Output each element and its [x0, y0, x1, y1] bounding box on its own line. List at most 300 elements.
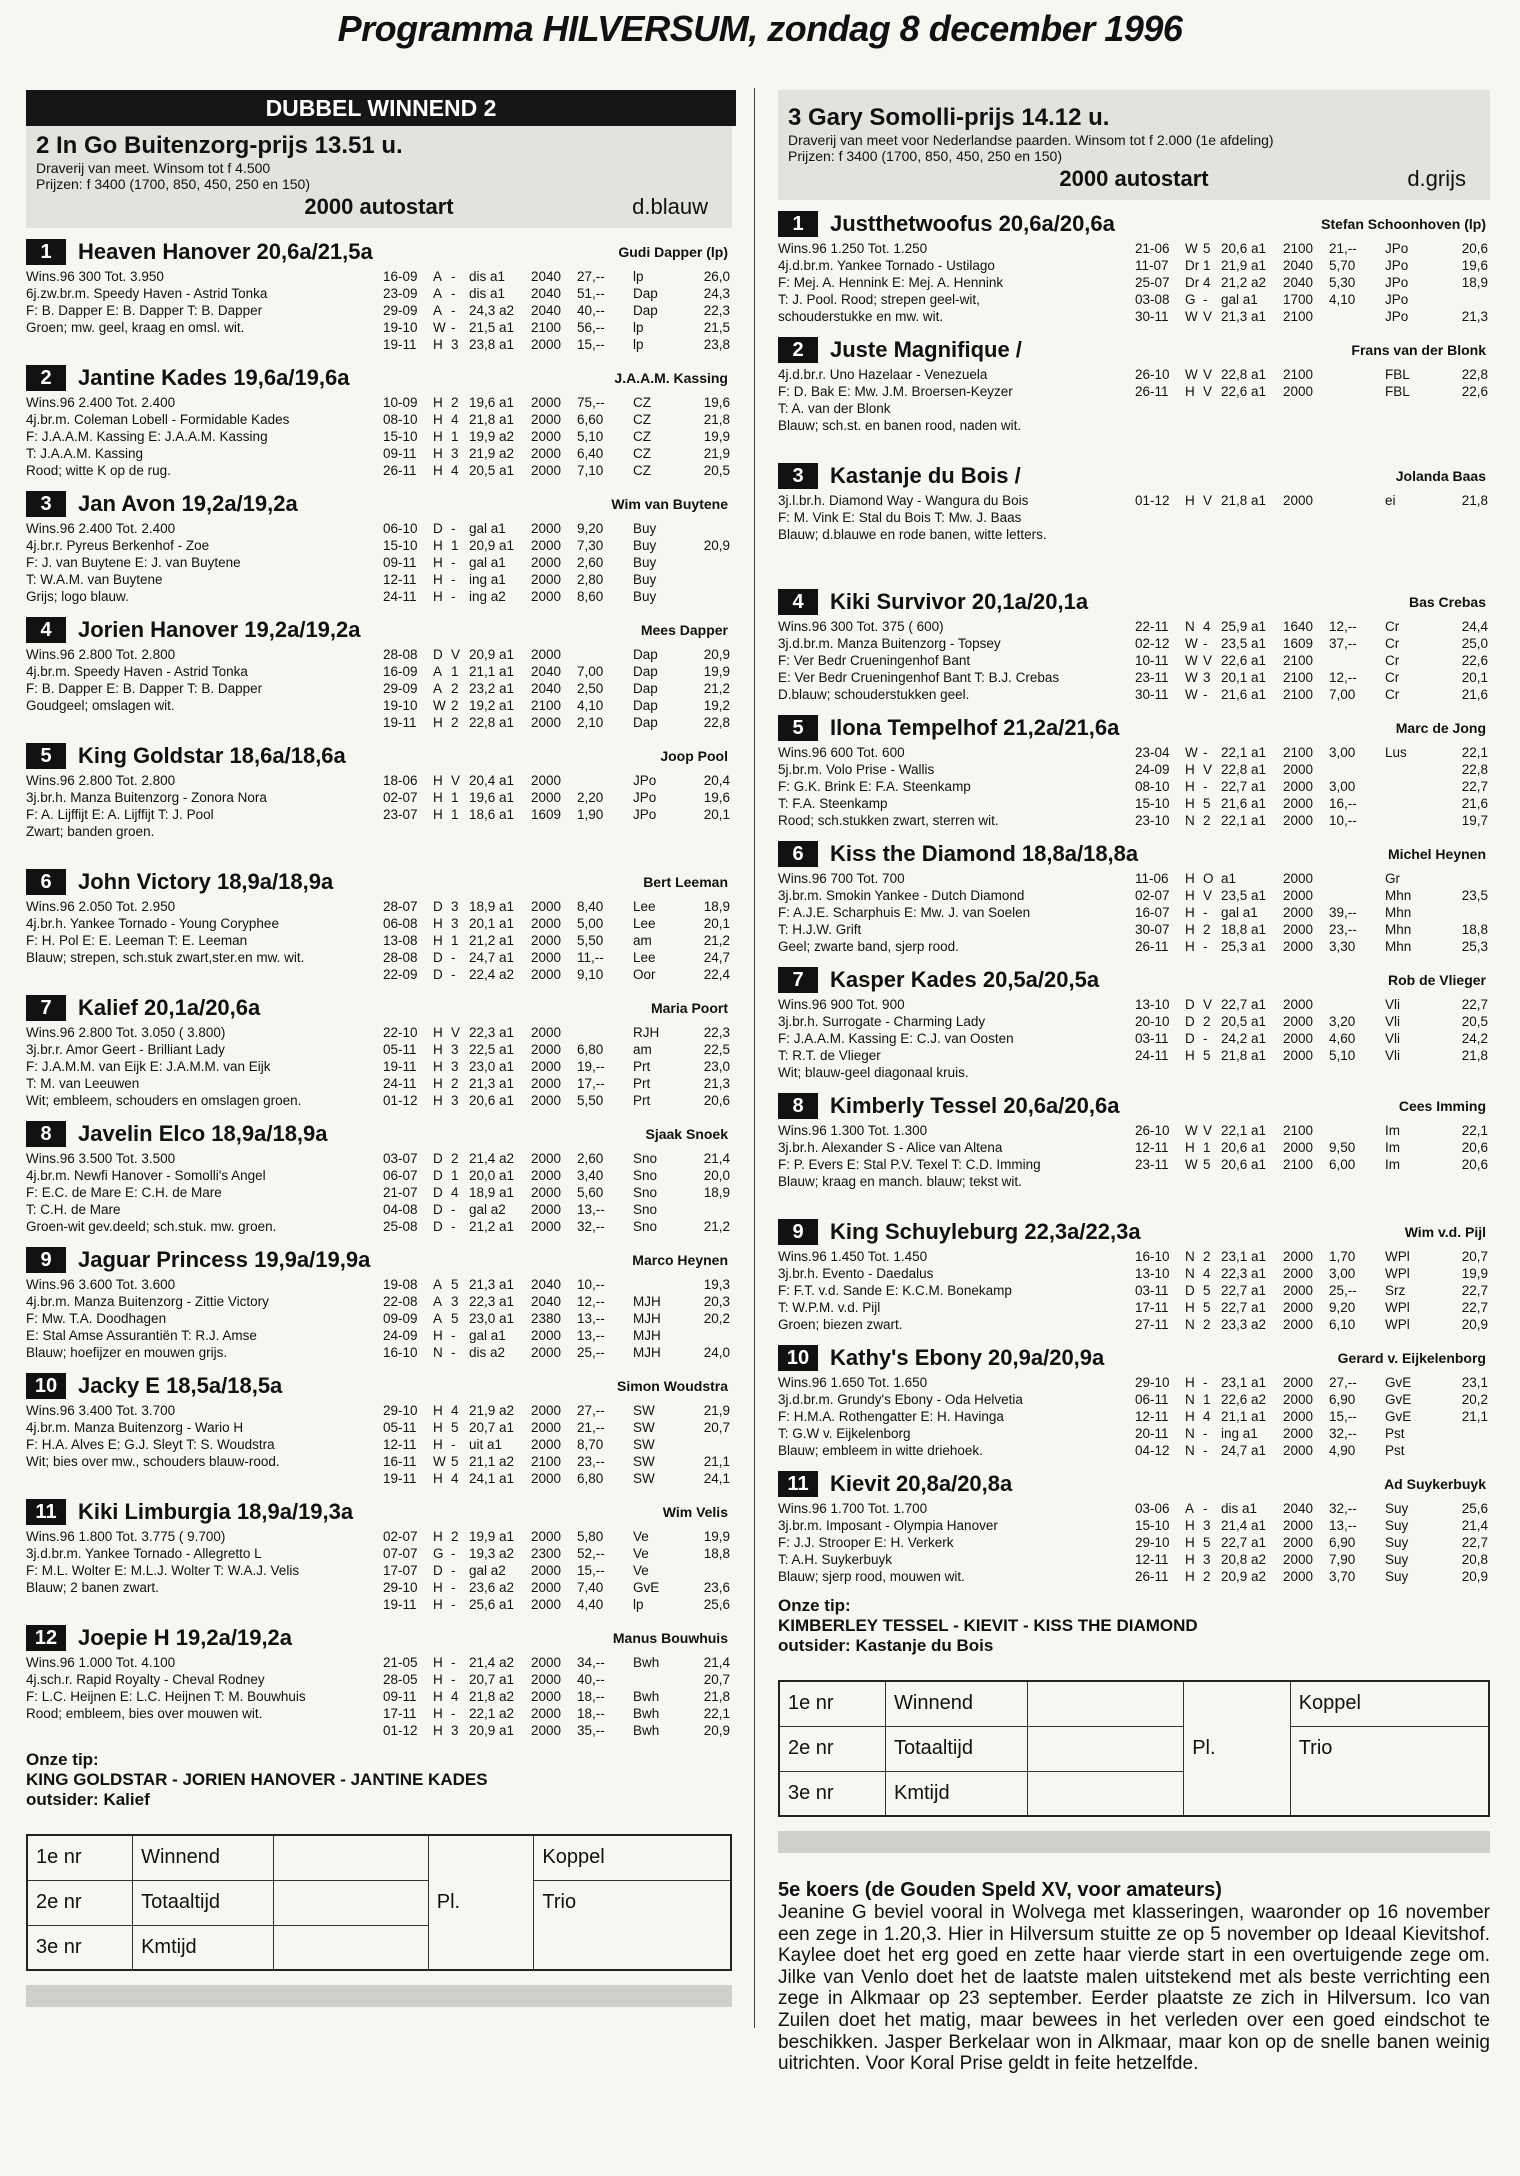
- run-row: [1135, 996, 1488, 1013]
- run-cell: 06-08: [383, 916, 418, 931]
- run-cell: 18,--: [577, 1706, 605, 1721]
- run-cell: -: [451, 1672, 456, 1687]
- run-cell: 20,5: [703, 463, 730, 478]
- run-cell: 3: [451, 1093, 459, 1108]
- tip-label: Onze tip:: [26, 1750, 99, 1769]
- run-cell: 2000: [531, 1655, 562, 1670]
- run-cell: 35,--: [577, 1723, 605, 1738]
- run-cell: 21,8: [1461, 1048, 1488, 1063]
- run-cell: 30-11: [1135, 687, 1169, 702]
- run-cell: dis a2: [469, 1345, 506, 1360]
- bet-row-label: 2e nr: [27, 1880, 133, 1925]
- run-cell: 21,8: [1461, 493, 1488, 508]
- run-cell: -: [451, 950, 456, 965]
- horse-number: 1: [778, 211, 818, 237]
- race-conditions: Draverij van meet voor Nederlandse paarden. Winsom tot f 2.000 (1e afdeling): [788, 132, 1274, 148]
- run-cell: 18,6 a1: [469, 807, 515, 822]
- run-cell: 21,4 a2: [469, 1151, 515, 1166]
- run-cell: 19-08: [383, 1277, 418, 1292]
- run-cell: H: [1185, 796, 1195, 811]
- run-cell: 19-11: [383, 1059, 417, 1074]
- run-cell: 22,3 a1: [469, 1294, 515, 1309]
- race-5-preview: [778, 1879, 1490, 2075]
- run-row: [1135, 652, 1488, 669]
- run-cell: 21,5: [703, 320, 730, 335]
- run-row: [1135, 1391, 1488, 1408]
- run-cell: Srz: [1385, 1283, 1406, 1298]
- run-cell: N: [1185, 1443, 1195, 1458]
- run-cell: Cr: [1385, 619, 1400, 634]
- run-cell: 15,--: [1329, 1409, 1357, 1424]
- run-cell: 2100: [1283, 241, 1314, 256]
- run-cell: 19,6 a1: [469, 790, 515, 805]
- run-cell: Lee: [633, 950, 656, 965]
- run-cell: 2000: [531, 463, 562, 478]
- horse-info: [778, 1248, 1138, 1333]
- run-cell: 2000: [531, 1580, 562, 1595]
- run-cell: JPo: [633, 773, 657, 788]
- horse-info-line: Wins.96 1.000 Tot. 4.100: [26, 1655, 176, 1670]
- run-row: [383, 1344, 730, 1361]
- run-row: [1135, 1248, 1488, 1265]
- bet-label-trio: Trio: [1290, 1726, 1489, 1816]
- driver-name: Wim van Buytene: [611, 496, 728, 512]
- run-cell: -: [451, 967, 456, 982]
- run-cell: [1329, 308, 1385, 325]
- run-cell: 21,9 a1: [1221, 258, 1267, 273]
- run-cell: 6,10: [1329, 1317, 1356, 1332]
- run-cell: A: [433, 1294, 443, 1309]
- run-cell: H: [433, 446, 443, 461]
- run-cell: 03-07: [383, 1151, 418, 1166]
- run-cell: 2000: [1283, 1317, 1314, 1332]
- run-row: [383, 1688, 730, 1705]
- run-cell: 05-11: [383, 1042, 417, 1057]
- run-cell: H: [433, 715, 443, 730]
- horse-info-line: Wins.96 1.800 Tot. 3.775 ( 9.700): [26, 1529, 226, 1544]
- horse-name: Ilona Tempelhof 21,2a/21,6a: [830, 715, 1120, 740]
- run-cell: 2000: [531, 790, 562, 805]
- run-cell: 21,9: [703, 446, 730, 461]
- horse-info-line: Wins.96 1.650 Tot. 1.650: [778, 1375, 928, 1390]
- run-cell: H: [1185, 1569, 1195, 1584]
- horse-name: Kimberly Tessel 20,6a/20,6a: [830, 1093, 1120, 1118]
- run-cell: 21,6: [1461, 687, 1488, 702]
- run-cell: 25,3: [1461, 939, 1488, 954]
- past-runs: [1135, 996, 1488, 1064]
- run-row: [383, 1545, 730, 1562]
- run-cell: gal a1: [1221, 292, 1258, 307]
- horse-info-line: 3j.d.br.m. Grundy's Ebony - Oda Helvetia: [778, 1392, 1023, 1407]
- run-cell: Im: [1385, 1157, 1400, 1172]
- run-cell: 26-11: [383, 463, 417, 478]
- run-cell: 23,1: [1461, 1375, 1488, 1390]
- horse-info-line: F: F.T. v.d. Sande E: K.C.M. Bonekamp: [778, 1283, 1012, 1298]
- run-row: [383, 806, 730, 823]
- bet-label-koppel: Koppel: [534, 1835, 731, 1880]
- horse-info-line: 4j.sch.r. Rapid Royalty - Cheval Rodney: [26, 1672, 265, 1687]
- horse-info: [778, 492, 1138, 543]
- run-cell: 20,7 a1: [469, 1672, 515, 1687]
- run-cell: ing a1: [469, 572, 506, 587]
- horse-info-line: Rood; sch.stukken zwart, sterren wit.: [778, 813, 999, 828]
- run-cell: W: [1185, 241, 1198, 256]
- run-cell: 21,2: [703, 1219, 730, 1234]
- run-cell: 02-07: [383, 1529, 418, 1544]
- run-cell: 20-10: [1135, 1014, 1170, 1029]
- run-cell: 29-10: [383, 1580, 418, 1595]
- run-cell: 20,0: [703, 1168, 730, 1183]
- run-cell: Vli: [1385, 1048, 1401, 1063]
- run-cell: 6,00: [1329, 1157, 1356, 1172]
- run-cell: Buy: [633, 572, 657, 587]
- run-cell: 24-11: [383, 589, 417, 604]
- run-cell: 21,2: [703, 681, 730, 696]
- run-cell: 4: [451, 463, 459, 478]
- run-cell: 21,4 a1: [1221, 1518, 1267, 1533]
- run-cell: V: [1203, 888, 1213, 903]
- run-cell: H: [1185, 1140, 1195, 1155]
- horse-info-line: Wit; bies over mw., schouders blauw-rood.: [26, 1454, 280, 1469]
- run-cell: FBL: [1385, 367, 1410, 382]
- horse-info: [26, 646, 386, 714]
- race-title: 3 Gary Somolli-prijs 14.12 u.: [788, 104, 1110, 131]
- run-row: [383, 966, 730, 983]
- run-row: [1135, 904, 1488, 921]
- run-cell: 25,3 a1: [1221, 939, 1267, 954]
- run-cell: 11-06: [1135, 871, 1169, 886]
- run-cell: 24,7 a1: [469, 950, 515, 965]
- run-cell: 7,40: [577, 1580, 604, 1595]
- past-runs: [1135, 744, 1488, 829]
- run-cell: 5: [1203, 796, 1211, 811]
- run-cell: 2100: [531, 698, 562, 713]
- horse-info-line: Blauw; embleem in witte driehoek.: [778, 1443, 983, 1458]
- run-cell: 03-08: [1135, 292, 1170, 307]
- horse-entry: [778, 966, 1490, 1080]
- run-cell: 20,4: [703, 773, 730, 788]
- run-cell: 2000: [1283, 1409, 1314, 1424]
- horse-number: 1: [26, 239, 66, 265]
- run-cell: JPo: [1385, 241, 1409, 256]
- run-cell: FBL: [1385, 384, 1410, 399]
- horse-header: [778, 588, 1490, 616]
- run-cell: JPo: [1385, 309, 1409, 324]
- race-distance: 2000 autostart: [304, 194, 454, 219]
- run-cell: A: [433, 303, 443, 318]
- run-cell: 20,7: [703, 1672, 730, 1687]
- run-cell: 5,10: [577, 429, 604, 444]
- run-cell: 22,4 a2: [469, 967, 515, 982]
- run-cell: -: [1203, 636, 1208, 651]
- run-cell: 24,4: [1461, 619, 1488, 634]
- horse-header: [778, 336, 1490, 364]
- run-cell: Sno: [633, 1202, 658, 1217]
- run-cell: A: [433, 1277, 443, 1292]
- run-cell: 20,9: [1461, 1569, 1488, 1584]
- run-cell: 2000: [531, 899, 562, 914]
- horse-info-line: F: H. Pol E: E. Leeman T: E. Leeman: [26, 933, 248, 948]
- bet-field[interactable]: [273, 1925, 428, 1970]
- horse-info: [26, 520, 386, 605]
- run-cell: 2000: [1283, 1283, 1314, 1298]
- run-cell: Dap: [633, 681, 658, 696]
- horse-info: [778, 240, 1138, 325]
- run-row: [1135, 274, 1488, 291]
- run-cell: 20,6 a1: [1221, 1140, 1267, 1155]
- horse-info-line: 4j.br.m. Manza Buitenzorg - Zittie Victory: [26, 1294, 269, 1309]
- run-cell: 19,6: [703, 790, 730, 805]
- horse-info-line: Wins.96 1.300 Tot. 1.300: [778, 1123, 928, 1138]
- bet-field[interactable]: [273, 1880, 428, 1925]
- run-cell: 22-10: [383, 1025, 418, 1040]
- horse-info-line: F: L.C. Heijnen E: L.C. Heijnen T: M. Bouwhuis: [26, 1689, 306, 1704]
- race-prizes: Prijzen: f 3400 (1700, 850, 450, 250 en 150): [788, 148, 1062, 164]
- run-cell: H: [433, 538, 443, 553]
- run-cell: D: [433, 1151, 443, 1166]
- run-cell: D: [433, 521, 443, 536]
- run-cell: Buy: [633, 589, 657, 604]
- past-runs: [1135, 1248, 1488, 1333]
- run-cell: [1427, 904, 1488, 921]
- run-cell: 7,30: [577, 538, 604, 553]
- run-cell: Cr: [1385, 653, 1400, 668]
- horse-info-line: F: J.A.A.M. Kassing E: J.A.A.M. Kassing: [26, 429, 268, 444]
- run-cell: 22-11: [1135, 619, 1169, 634]
- run-cell: 24,2: [1461, 1031, 1488, 1046]
- horse-entry: [778, 1344, 1490, 1458]
- run-cell: 13,--: [1329, 1518, 1357, 1533]
- run-cell: 2: [451, 698, 459, 713]
- horse-info-line: 3j.br.h. Surrogate - Charming Lady: [778, 1014, 986, 1029]
- run-cell: H: [1185, 888, 1195, 903]
- run-cell: dis a1: [469, 286, 506, 301]
- run-cell: 20,9: [703, 1723, 730, 1738]
- run-cell: N: [1185, 1249, 1195, 1264]
- horse-info-line: F: J.A.M.M. van Eijk E: J.A.M.M. van Eijk: [26, 1059, 271, 1074]
- past-runs: [383, 1276, 730, 1361]
- run-cell: 21,8 a1: [1221, 1048, 1267, 1063]
- horse-info: [778, 996, 1138, 1081]
- tip-block: [778, 1596, 1490, 1656]
- horse-info-line: 4j.d.br.m. Yankee Tornado - Ustilago: [778, 258, 995, 273]
- divider-bar: [778, 1831, 1490, 1853]
- past-runs: [383, 394, 730, 479]
- run-cell: 8,70: [577, 1437, 604, 1452]
- bet-label-totaaltijd: Totaaltijd: [133, 1880, 274, 1925]
- run-row: [1135, 618, 1488, 635]
- run-cell: H: [433, 412, 443, 427]
- run-cell: 26-10: [1135, 367, 1170, 382]
- horse-info-line: 6j.zw.br.m. Speedy Haven - Astrid Tonka: [26, 286, 268, 301]
- horse-entry: [778, 462, 1490, 562]
- run-cell: 03-06: [1135, 1501, 1170, 1516]
- run-cell: Suy: [1385, 1518, 1409, 1533]
- horse-info-line: Blauw; strepen, sch.stuk zwart,ster.en mw. wit.: [26, 950, 305, 965]
- run-cell: 24-09: [1135, 762, 1170, 777]
- run-cell: 2000: [531, 521, 562, 536]
- run-cell: 16-07: [1135, 905, 1170, 920]
- run-cell: A: [433, 1311, 443, 1326]
- horse-name: Justthetwoofus 20,6a/20,6a: [830, 211, 1115, 236]
- horse-entry: [778, 714, 1490, 828]
- bet-field[interactable]: [273, 1835, 428, 1880]
- run-cell: 15,--: [577, 1563, 605, 1578]
- horse-entry: [778, 588, 1490, 702]
- horse-info-line: 5j.br.m. Volo Prise - Wallis: [778, 762, 935, 777]
- run-cell: 2000: [1283, 1014, 1314, 1029]
- run-cell: -: [1203, 1501, 1208, 1516]
- run-row: [383, 1705, 730, 1722]
- run-cell: SW: [633, 1471, 655, 1486]
- horse-info-line: D.blauw; schouderstukken geel.: [778, 687, 970, 702]
- run-cell: 21,4: [703, 1151, 730, 1166]
- run-row: [383, 646, 730, 663]
- bet-field[interactable]: [1028, 1726, 1184, 1771]
- run-cell: 29-09: [383, 681, 418, 696]
- run-cell: MJH: [633, 1311, 661, 1326]
- run-cell: 2000: [531, 647, 562, 662]
- run-cell: -: [1203, 939, 1208, 954]
- run-cell: 23,2 a1: [469, 681, 515, 696]
- run-cell: MJH: [633, 1294, 661, 1309]
- run-row: [383, 1596, 730, 1613]
- run-cell: gal a1: [1221, 905, 1258, 920]
- run-cell: 22,8: [1461, 367, 1488, 382]
- run-cell: [1329, 996, 1385, 1013]
- run-cell: 2000: [531, 337, 562, 352]
- run-cell: 32,--: [1329, 1501, 1357, 1516]
- horse-entry: [26, 994, 732, 1108]
- run-cell: 20,1 a1: [469, 916, 515, 931]
- horse-info-line: T: W.P.M. v.d. Pijl: [778, 1300, 881, 1315]
- run-cell: 2100: [1283, 687, 1314, 702]
- run-cell: 18,9: [1461, 275, 1488, 290]
- run-cell: SW: [633, 1454, 655, 1469]
- race-5-title: 5e koers (de Gouden Speld XV, voor amateurs): [778, 1879, 1222, 1901]
- run-cell: H: [433, 1655, 443, 1670]
- run-cell: 5,80: [577, 1529, 604, 1544]
- run-row: [1135, 1316, 1488, 1333]
- run-cell: 7,10: [577, 463, 604, 478]
- horse-info-line: T: H.J.W. Grift: [778, 922, 862, 937]
- race-conditions: Draverij van meet. Winsom tot f 4.500: [36, 160, 271, 176]
- driver-name: Jolanda Baas: [1395, 468, 1486, 484]
- race-color: d.grijs: [1407, 166, 1466, 191]
- run-cell: Dap: [633, 286, 658, 301]
- run-cell: 2000: [1283, 922, 1314, 937]
- run-cell: H: [433, 1706, 443, 1721]
- horse-name: Kastanje du Bois /: [830, 463, 1021, 488]
- run-cell: 2000: [1283, 384, 1314, 399]
- run-cell: 2000: [531, 1219, 562, 1234]
- run-cell: 20,8: [1461, 1552, 1488, 1567]
- run-cell: -: [451, 1655, 456, 1670]
- run-cell: 2: [1203, 1014, 1211, 1029]
- run-row: [383, 1024, 730, 1041]
- horse-info-line: F: A. Lijffijt E: A. Lijffijt T: J. Pool: [26, 807, 214, 822]
- horse-info-line: Wins.96 900 Tot. 900: [778, 997, 905, 1012]
- horse-info-line: Grijs; logo blauw.: [26, 589, 129, 604]
- run-row: [383, 411, 730, 428]
- run-cell: 22,7: [1461, 779, 1488, 794]
- run-cell: 20,5 a1: [1221, 1014, 1267, 1029]
- run-cell: Ve: [633, 1546, 649, 1561]
- run-cell: [577, 772, 633, 789]
- run-cell: 2040: [531, 286, 562, 301]
- horse-number: 2: [778, 337, 818, 363]
- run-cell: 16-10: [1135, 1249, 1170, 1264]
- run-cell: Im: [1385, 1123, 1400, 1138]
- run-cell: 5,50: [577, 1093, 604, 1108]
- horse-info-line: 4j.br.h. Yankee Tornado - Young Coryphee: [26, 916, 279, 931]
- run-cell: 22,7: [1461, 1535, 1488, 1550]
- run-cell: 2000: [1283, 871, 1314, 886]
- run-cell: 23,1 a1: [1221, 1249, 1267, 1264]
- run-cell: 1,70: [1329, 1249, 1356, 1264]
- run-cell: dis a1: [1221, 1501, 1258, 1516]
- run-cell: Dap: [633, 664, 658, 679]
- horse-header: [26, 1498, 732, 1526]
- horse-number: 5: [26, 743, 66, 769]
- run-cell: 15-10: [383, 538, 418, 553]
- run-cell: 21,6 a1: [1221, 796, 1267, 811]
- run-cell: [675, 520, 730, 537]
- run-row: [1135, 761, 1488, 778]
- run-cell: 2000: [531, 589, 562, 604]
- run-cell: 2000: [531, 1328, 562, 1343]
- run-row: [383, 336, 730, 353]
- run-cell: 21,9 a2: [469, 1403, 515, 1418]
- run-cell: Dap: [633, 698, 658, 713]
- run-cell: 22,8 a1: [1221, 367, 1267, 382]
- run-cell: V: [1203, 997, 1213, 1012]
- horse-header: [26, 1246, 732, 1274]
- run-cell: H: [1185, 871, 1195, 886]
- run-cell: 19,--: [577, 1059, 605, 1074]
- horse-number: 2: [26, 365, 66, 391]
- run-cell: Sno: [633, 1219, 658, 1234]
- run-cell: D: [433, 950, 443, 965]
- bet-field[interactable]: [1028, 1681, 1184, 1726]
- run-cell: 26-11: [1135, 384, 1169, 399]
- run-cell: 18,8: [1461, 922, 1488, 937]
- bet-field[interactable]: [1028, 1771, 1184, 1816]
- run-cell: 2040: [1283, 1501, 1314, 1516]
- horse-info: [26, 1276, 386, 1361]
- run-cell: Lus: [1385, 745, 1407, 760]
- run-cell: -: [1203, 687, 1208, 702]
- bet-label-winnend: Winnend: [133, 1835, 274, 1880]
- bet-row-label: 3e nr: [27, 1925, 133, 1970]
- run-cell: 09-11: [383, 1689, 417, 1704]
- run-cell: 04-08: [383, 1202, 418, 1217]
- run-cell: 10,--: [577, 1277, 605, 1292]
- run-cell: 6,80: [577, 1042, 604, 1057]
- run-cell: [577, 1024, 633, 1041]
- run-cell: G: [1185, 292, 1196, 307]
- horse-info-line: T: M. van Leeuwen: [26, 1076, 140, 1091]
- run-cell: -: [1203, 745, 1208, 760]
- run-cell: 19,7: [1461, 813, 1488, 828]
- horse-list: [26, 228, 732, 1738]
- run-cell: Vli: [1385, 1014, 1401, 1029]
- run-cell: 2000: [1283, 1552, 1314, 1567]
- run-cell: 26-11: [1135, 939, 1169, 954]
- run-cell: 3: [1203, 1518, 1211, 1533]
- run-cell: Suy: [1385, 1501, 1409, 1516]
- run-cell: 04-12: [1135, 1443, 1170, 1458]
